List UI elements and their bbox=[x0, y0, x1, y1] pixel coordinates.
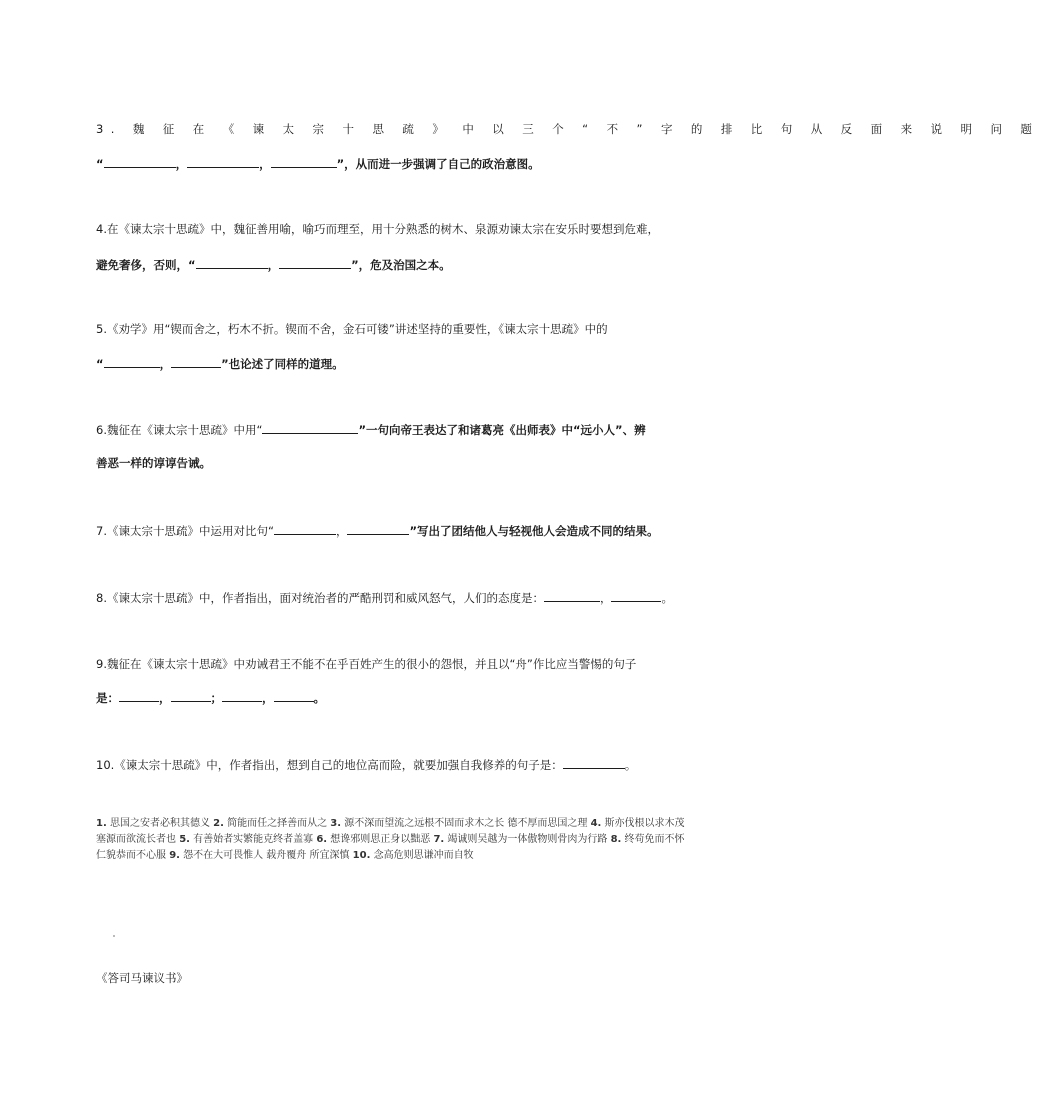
q7-blank-2[interactable] bbox=[347, 523, 409, 535]
answer-num: 3. bbox=[330, 818, 342, 829]
q3-open-quote: “ bbox=[96, 157, 104, 171]
next-section-title: 《答司马谏议书》 bbox=[96, 971, 188, 985]
q4-comma: ， bbox=[267, 258, 280, 272]
answer-num: 5. bbox=[179, 834, 190, 845]
q5-line1: 5.《劝学》用“锲而舍之，朽木不折。锲而不舍，金石可镂”讲述坚持的重要性，《谏太宗十思疏》中的 bbox=[96, 322, 608, 336]
q9-line2-head: 是： bbox=[96, 691, 119, 705]
q6-line1 bbox=[96, 422, 686, 437]
q4-line2 bbox=[96, 257, 686, 272]
answer-text: 有善始者实繁能克终者盖寡 bbox=[189, 834, 317, 845]
q6-blank[interactable] bbox=[262, 422, 358, 434]
q8-line bbox=[96, 590, 686, 605]
q8-end: 。 bbox=[661, 591, 673, 605]
answer-key bbox=[96, 816, 686, 864]
q5-open-quote: “ bbox=[96, 357, 104, 371]
stray-dot bbox=[113, 935, 115, 937]
q10-blank[interactable] bbox=[563, 757, 625, 769]
q3-line1: 3. 魏 征 在 《 谏 太 宗 十 思 疏 》 中 以 三 个 “ 不 ” 字 的 排 比 句 从 反 面 来 说 明 问 题 bbox=[96, 122, 1039, 136]
answer-text: 源不深而望流之远根不固而求木之长 德不厚而思国之理 bbox=[341, 818, 591, 829]
q3-comma-2: ， bbox=[259, 157, 271, 171]
q9-blank-3[interactable] bbox=[222, 690, 262, 702]
q9-blank-4[interactable] bbox=[274, 690, 314, 702]
q9-semicolon: ； bbox=[210, 691, 222, 705]
answer-num: 9. bbox=[169, 850, 180, 861]
answer-num: 8. bbox=[610, 834, 622, 845]
answer-text: 竭诚则吴越为一体傲物则骨肉为行路 bbox=[444, 834, 611, 845]
q7-head: 7.《谏太宗十思疏》中运用对比句“ bbox=[96, 524, 274, 538]
answer-text: 念高危则思谦冲而自牧 bbox=[370, 850, 474, 861]
q9-blank-1[interactable] bbox=[119, 690, 159, 702]
q3-tail: ”，从而进一步强调了自己的政治意图。 bbox=[336, 157, 540, 171]
answer-text: 思国之安者必积其德义 bbox=[106, 818, 214, 829]
answer-num: 6. bbox=[316, 834, 328, 845]
q7-tail: ”写出了团结他人与轻视他人会造成不同的结果。 bbox=[409, 524, 659, 538]
answer-text: 简能而任之择善而从之 bbox=[223, 818, 331, 829]
q3-blank-3[interactable] bbox=[271, 156, 337, 168]
q6-line2: 善恶一样的谆谆告诫。 bbox=[96, 456, 211, 470]
q7-blank-1[interactable] bbox=[274, 523, 336, 535]
answer-num: 1. bbox=[96, 818, 107, 829]
q7-line bbox=[96, 523, 686, 538]
q8-blank-1[interactable] bbox=[544, 590, 600, 602]
answer-num: 2. bbox=[213, 818, 224, 829]
answer-num: 7. bbox=[433, 834, 445, 845]
q4-blank-1[interactable] bbox=[196, 257, 268, 269]
q3-comma-1: ， bbox=[175, 157, 188, 171]
q9-line2 bbox=[96, 690, 686, 705]
q9-end: 。 bbox=[313, 691, 325, 705]
q9-blank-2[interactable] bbox=[171, 690, 211, 702]
q8-blank-2[interactable] bbox=[611, 590, 661, 602]
q9-comma-2: ， bbox=[262, 691, 274, 705]
q9-comma-1: ， bbox=[159, 691, 171, 705]
q8-head: 8.《谏太宗十思疏》中，作者指出，面对统治者的严酷刑罚和威风怒气，人们的态度是： bbox=[96, 591, 544, 605]
q6-line1-tail: ”一句向帝王表达了和诸葛亮《出师表》中“远小人”、辨 bbox=[358, 423, 646, 437]
q4-tail: ”，危及治国之本。 bbox=[351, 258, 451, 272]
q5-blank-2[interactable] bbox=[171, 356, 221, 368]
q10-line bbox=[96, 757, 686, 772]
q3-blank-2[interactable] bbox=[187, 156, 259, 168]
answer-num: 10. bbox=[352, 850, 371, 861]
q3-blank-1[interactable] bbox=[104, 156, 176, 168]
q4-line2-head: 避免奢侈，否则，“ bbox=[96, 258, 196, 272]
q9-line1: 9.魏征在《谏太宗十思疏》中劝诫君王不能不在乎百姓产生的很小的怨恨，并且以“舟”作比应当警惕的句子 bbox=[96, 657, 637, 671]
q10-end: 。 bbox=[624, 758, 637, 772]
answer-text: 终苟免而不怀仁貌恭而不心服 bbox=[96, 834, 685, 861]
q5-tail: ”也论述了同样的道理。 bbox=[221, 357, 344, 371]
q3-line2 bbox=[96, 156, 686, 171]
answer-text: 斯亦伐根以求木茂塞源而欲流长者也 bbox=[96, 818, 685, 845]
q4-line1: 4.在《谏太宗十思疏》中，魏征善用喻，喻巧而理至，用十分熟悉的树木、泉源劝谏太宗在安乐时要想到危难， bbox=[96, 222, 659, 236]
answer-num: 4. bbox=[590, 818, 602, 829]
q5-comma: ， bbox=[159, 357, 172, 371]
q8-comma: ， bbox=[599, 591, 612, 605]
q10-head: 10.《谏太宗十思疏》中，作者指出，想到自己的地位高而险，就要加强自我修养的句子是： bbox=[96, 758, 563, 772]
q4-blank-2[interactable] bbox=[279, 257, 351, 269]
q5-line2 bbox=[96, 356, 686, 371]
answer-text: 怨不在大可畏惟人 载舟覆舟 所宜深慎 bbox=[179, 850, 353, 861]
q6-line1-head: 6.魏征在《谏太宗十思疏》中用“ bbox=[96, 423, 263, 437]
q5-blank-1[interactable] bbox=[104, 356, 160, 368]
answer-text: 想谗邪则思正身以黜恶 bbox=[327, 834, 434, 845]
q7-comma: ， bbox=[335, 524, 348, 538]
